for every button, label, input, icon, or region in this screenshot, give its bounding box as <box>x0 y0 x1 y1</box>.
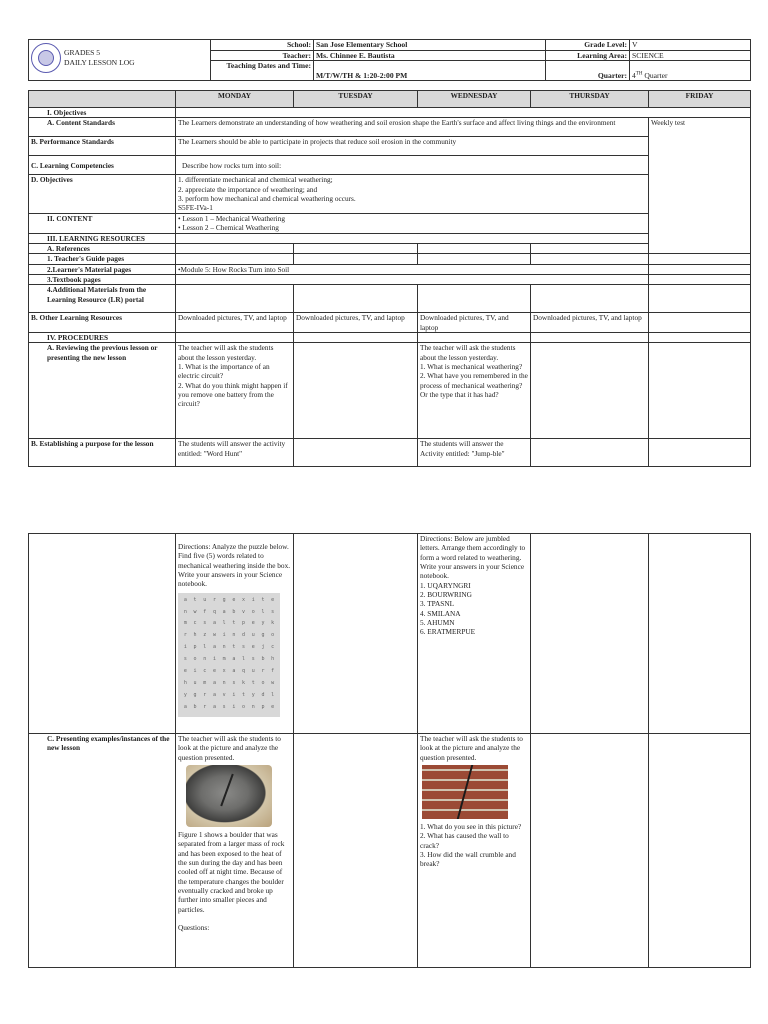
learners-material-text: •Module 5: How Rocks Turn into Soil <box>176 264 649 274</box>
lesson-table-page2 <box>28 533 751 968</box>
word-puzzle-image: a t u r g e x i t e n w f q a b v o l s m c s a l t p e y k r h z w i n d u g o i p l a n t s e j c s o n i m a l s b h e i c e x a q u r f h u m a n s k t o w y g r a v i t y d l a b r a s i o n p e <box>178 593 280 717</box>
day-header-wednesday: WEDNESDAY <box>418 91 531 108</box>
day-header-friday: FRIDAY <box>649 91 751 108</box>
quarter-label: Quarter: <box>546 61 630 81</box>
purpose-label: B. Establishing a purpose for the lesson <box>29 439 176 467</box>
school-label: School: <box>211 40 314 51</box>
header-table <box>28 39 751 81</box>
grades-label: GRADES 5 <box>64 48 101 58</box>
deped-seal-icon <box>31 43 61 73</box>
learning-area-value: SCIENCE <box>630 50 751 61</box>
other-resources-label: B. Other Learning Resources <box>29 313 176 333</box>
textbook-pages-label: 3.Textbook pages <box>29 274 176 284</box>
procedures-label: IV. PROCEDURES <box>29 332 176 342</box>
teacher-label: Teacher: <box>211 50 314 61</box>
performance-standards-label: B. Performance Standards <box>29 137 176 156</box>
other-resources-tuesday: Downloaded pictures, TV, and laptop <box>294 313 418 333</box>
review-lesson-label: A. Reviewing the previous lesson or presenting the new lesson <box>29 343 176 439</box>
performance-standards-text: The Learners should be able to participate in projects that reduce soil erosion in the community <box>176 137 649 156</box>
teaching-dates-value: M/T/W/TH & 1:20-2:00 PM <box>314 61 546 81</box>
day-header-thursday: THURSDAY <box>531 91 649 108</box>
purpose-wednesday: The students will answer the Activity entitled: "Jump-ble" <box>418 439 531 467</box>
additional-materials-label: 4.Additional Materials from the Learning Resource (LR) portal <box>29 285 176 313</box>
references-label: A. References <box>29 243 176 253</box>
teaching-dates-label: Teaching Dates and Time: <box>211 61 314 81</box>
directions-wednesday: Directions: Below are jumbled letters. Arrange them accordingly to form a word related to weathering. Write your answers in your Science notebook. 1. UQARYNGRI 2. BOURWRING 3. TPASNL 4. SMILANA 5. AHUMN 6. ERATMERPUE <box>418 534 531 734</box>
weekly-test: Weekly test <box>649 118 751 254</box>
objectives-label: D. Objectives <box>29 175 176 213</box>
present-monday-body: Figure 1 shows a boulder that was separated from a larger mass of rock and has been exposed to the heat of the sun during the day and has been cooled off at night time. Because of the temperature changes the boulder eventually cracked and broke up further into smaller pieces and particles. Questions: <box>178 829 285 933</box>
directions-monday: Directions: Analyze the puzzle below. Find five (5) words related to mechanical weathering inside the box. Write your answers in your Science notebook. <box>178 542 291 589</box>
content-text: • Lesson 1 – Mechanical Weathering • Lesson 2 – Chemical Weathering <box>176 213 649 233</box>
learning-competencies-text: Describe how rocks turn into soil: <box>176 156 649 175</box>
present-wednesday-intro: The teacher will ask the students to look at the picture and analyze the question presented. <box>420 734 523 762</box>
day-header-monday: MONDAY <box>176 91 294 108</box>
grade-level-value: V <box>630 40 751 51</box>
other-resources-monday: Downloaded pictures, TV, and laptop <box>176 313 294 333</box>
review-wednesday: The teacher will ask the students about the lesson yesterday. 1. What is mechanical weathering? 2. What have you remembered in the process of mechanical weathering? Or the type that it has had? <box>418 343 531 439</box>
grade-level-label: Grade Level: <box>546 40 630 51</box>
present-wednesday-body: 1. What do you see in this picture? 2. What has caused the wall to crack? 3. How did the wall crumble and break? <box>420 821 522 869</box>
learners-material-label: 2.Learner's Material pages <box>29 264 176 274</box>
day-header-tuesday: TUESDAY <box>294 91 418 108</box>
learning-resources-label: III. LEARNING RESOURCES <box>29 233 176 243</box>
log-title: DAILY LESSON LOG <box>64 58 135 67</box>
school-value: San Jose Elementary School <box>314 40 546 51</box>
cracked-wall-image <box>422 765 508 819</box>
other-resources-thursday: Downloaded pictures, TV, and laptop <box>531 313 649 333</box>
puzzle-cell <box>176 534 294 734</box>
lesson-table-page1 <box>28 90 751 467</box>
cracked-boulder-image <box>186 765 272 827</box>
teacher-value: Ms. Chinnee E. Bautista <box>314 50 546 61</box>
day-header-blank <box>29 91 176 108</box>
content-standards-label: A. Content Standards <box>29 118 176 137</box>
review-monday: The teacher will ask the students about the lesson yesterday. 1. What is the importance of an electric circuit? 2. What do you think might happen if you remove one battery from the circuit? <box>176 343 294 439</box>
presenting-examples-label: C. Presenting examples/instances of the new lesson <box>29 734 176 968</box>
learning-area-label: Learning Area: <box>546 50 630 61</box>
present-monday-intro: The teacher will ask the students to look at the picture and analyze the question presented. <box>178 734 281 762</box>
content-standards-text: The Learners demonstrate an understanding of how weathering and soil erosion shape the Earth's surface and affect living things and the environment <box>176 118 649 137</box>
learning-competencies-label: C. Learning Competencies <box>29 156 176 175</box>
objectives-heading: I. Objectives <box>29 108 176 118</box>
other-resources-wednesday: Downloaded pictures, TV, and laptop <box>418 313 531 333</box>
quarter-value: 4TH Quarter <box>630 61 751 81</box>
purpose-monday: The students will answer the activity entitled: "Word Hunt" <box>176 439 294 467</box>
objectives-text: 1. differentiate mechanical and chemical weathering; 2. appreciate the importance of weathering; and 3. perform how mechanical and chemical weathering occurs. S5FE-IVa-1 <box>176 175 649 213</box>
teachers-guide-label: 1. Teacher's Guide pages <box>29 254 176 264</box>
content-label: II. CONTENT <box>29 213 176 233</box>
